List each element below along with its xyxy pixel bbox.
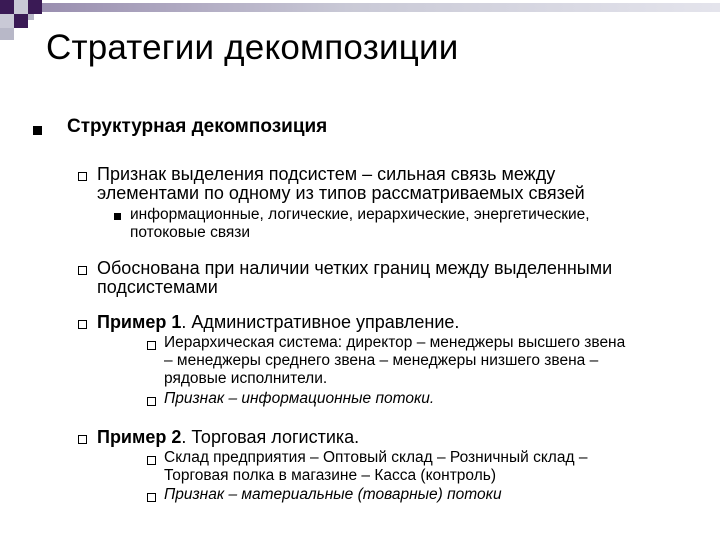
- example-2-label: Пример 2: [97, 427, 182, 447]
- deco-square-dark: [0, 0, 14, 14]
- deco-square-dark: [28, 0, 42, 14]
- bullet-box-icon: [78, 435, 87, 444]
- point-4-line: [97, 427, 359, 448]
- deco-square-light: [0, 14, 14, 28]
- point-3-line: [97, 312, 459, 333]
- bullet-box-icon: [147, 341, 156, 350]
- example-1-sub2: Признак – информационные потоки.: [164, 390, 435, 407]
- bullet-small-square-icon: [114, 213, 121, 220]
- bullet-box-icon: [147, 397, 156, 406]
- deco-bar-thin: [28, 14, 34, 20]
- example-2-text: . Торговая логистика.: [181, 427, 360, 447]
- point-1-line2: элементами по одному из типов рассматриваемых связей: [97, 183, 585, 203]
- example-1-sub1-line2: – менеджеры среднего звена – менеджеры низшего звена –: [164, 352, 599, 369]
- example-2-sub2: Признак – материальные (товарные) потоки: [164, 486, 502, 503]
- bullet-box-icon: [78, 266, 87, 275]
- deco-square-light: [14, 0, 28, 14]
- page-title: Стратегии декомпозиции: [46, 28, 459, 67]
- bullet-square-icon: [33, 126, 42, 135]
- example-1-sub1-line3: рядовые исполнители.: [164, 370, 328, 387]
- example-1-text: . Административное управление.: [181, 312, 460, 332]
- point-1-sub-line1: информационные, логические, иерархические, энергетические,: [130, 206, 590, 223]
- point-1-line1: Признак выделения подсистем – сильная связь между: [97, 164, 556, 184]
- bullet-box-icon: [147, 456, 156, 465]
- deco-square-light: [0, 28, 14, 40]
- deco-square-dark: [14, 14, 28, 28]
- bullet-box-icon: [78, 172, 87, 181]
- bullet-box-icon: [147, 493, 156, 502]
- example-1-label: Пример 1: [97, 312, 182, 332]
- example-1-sub1-line1: Иерархическая система: директор – менеджеры высшего звена: [164, 334, 626, 351]
- section-heading: Структурная декомпозиция: [67, 116, 328, 137]
- point-1-sub-line2: потоковые связи: [130, 224, 251, 241]
- point-2-line2: подсистемами: [97, 277, 218, 297]
- bullet-box-icon: [78, 320, 87, 329]
- point-2-line1: Обоснована при наличии четких границ между выделенными: [97, 258, 613, 278]
- example-2-sub1-line1: Склад предприятия – Оптовый склад – Розничный склад –: [164, 449, 588, 466]
- example-2-sub1-line2: Торговая полка в магазине – Касса (контроль): [164, 467, 496, 484]
- deco-bar: [42, 3, 720, 12]
